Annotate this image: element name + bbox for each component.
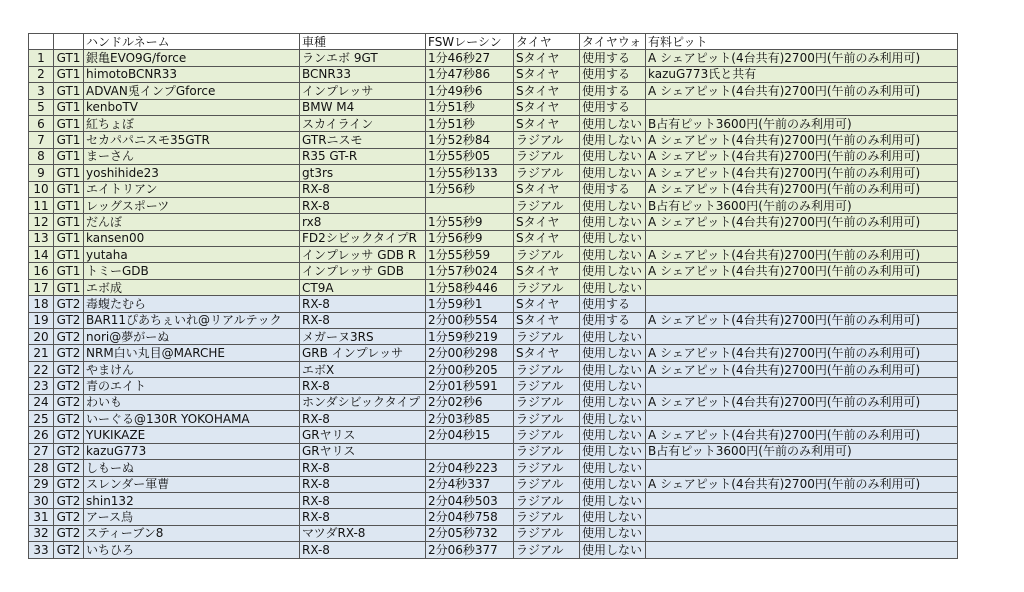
cell-tire[interactable]: Sタイヤ	[514, 66, 580, 82]
cell-class[interactable]: GT1	[54, 148, 84, 164]
cell-handle[interactable]: ADVAN兎インプGforce	[84, 83, 300, 99]
cell-warmer[interactable]: 使用する	[580, 296, 646, 312]
cell-warmer[interactable]: 使用しない	[580, 214, 646, 230]
cell-warmer[interactable]: 使用しない	[580, 279, 646, 295]
table-row	[29, 394, 958, 410]
cell-tire[interactable]: Sタイヤ	[514, 345, 580, 361]
cell-tire[interactable]: ラジアル	[514, 247, 580, 263]
cell-pit[interactable]	[646, 492, 958, 508]
cell-index[interactable]: 21	[29, 345, 54, 361]
cell-index[interactable]: 30	[29, 492, 54, 508]
cell-handle[interactable]: エイトリアン	[84, 181, 300, 197]
table-row	[29, 312, 958, 328]
cell-handle[interactable]: しもーぬ	[84, 460, 300, 476]
cell-warmer[interactable]: 使用しない	[580, 329, 646, 345]
cell-fsw-time[interactable]: 2分02秒6	[426, 394, 514, 410]
cell-class[interactable]: GT2	[54, 378, 84, 394]
cell-index[interactable]: 19	[29, 312, 54, 328]
cell-handle[interactable]: NRM白い丸目@MARCHE	[84, 345, 300, 361]
cell-tire[interactable]: ラジアル	[514, 492, 580, 508]
cell-pit[interactable]: A シェアピット(4台共有)2700円(午前のみ利用可)	[646, 427, 958, 443]
cell-warmer[interactable]: 使用しない	[580, 247, 646, 263]
cell-car[interactable]: GRB インプレッサ	[300, 345, 426, 361]
cell-pit[interactable]: A シェアピット(4台共有)2700円(午前のみ利用可)	[646, 165, 958, 181]
cell-tire[interactable]: ラジアル	[514, 542, 580, 558]
cell-fsw-time[interactable]: 2分05秒732	[426, 525, 514, 541]
cell-warmer[interactable]: 使用しない	[580, 378, 646, 394]
cell-class[interactable]: GT1	[54, 197, 84, 213]
cell-warmer[interactable]: 使用しない	[580, 345, 646, 361]
cell-fsw-time[interactable]: 1分59秒219	[426, 329, 514, 345]
cell-pit[interactable]	[646, 460, 958, 476]
cell-pit[interactable]: A シェアピット(4台共有)2700円(午前のみ利用可)	[646, 181, 958, 197]
cell-handle[interactable]: 毒蝮たむら	[84, 296, 300, 312]
cell-handle[interactable]: kansen00	[84, 230, 300, 246]
cell-fsw-time[interactable]	[426, 443, 514, 459]
cell-class[interactable]: GT1	[54, 230, 84, 246]
cell-warmer[interactable]: 使用しない	[580, 132, 646, 148]
cell-car[interactable]: インプレッサ	[300, 83, 426, 99]
cell-car[interactable]: GRヤリス	[300, 443, 426, 459]
header-cell-fsw-time[interactable]: FSWレーシン	[426, 34, 514, 50]
cell-handle[interactable]: アース烏	[84, 509, 300, 525]
cell-car[interactable]: BMW M4	[300, 99, 426, 115]
cell-pit[interactable]: B占有ピット3600円(午前のみ利用可)	[646, 443, 958, 459]
table-row	[29, 99, 958, 115]
cell-index[interactable]: 24	[29, 394, 54, 410]
cell-pit[interactable]: A シェアピット(4台共有)2700円(午前のみ利用可)	[646, 345, 958, 361]
cell-car[interactable]: R35 GT-R	[300, 148, 426, 164]
cell-pit[interactable]: A シェアピット(4台共有)2700円(午前のみ利用可)	[646, 247, 958, 263]
cell-fsw-time[interactable]: 1分51秒	[426, 99, 514, 115]
cell-index[interactable]: 29	[29, 476, 54, 492]
header-cell-index[interactable]	[29, 34, 54, 50]
cell-fsw-time[interactable]: 2分4秒337	[426, 476, 514, 492]
cell-pit[interactable]	[646, 230, 958, 246]
cell-pit[interactable]: A シェアピット(4台共有)2700円(午前のみ利用可)	[646, 263, 958, 279]
cell-warmer[interactable]: 使用しない	[580, 443, 646, 459]
cell-tire[interactable]: ラジアル	[514, 394, 580, 410]
cell-warmer[interactable]: 使用する	[580, 66, 646, 82]
cell-class[interactable]: GT1	[54, 99, 84, 115]
cell-tire[interactable]: Sタイヤ	[514, 50, 580, 66]
cell-class[interactable]: GT2	[54, 427, 84, 443]
cell-car[interactable]: FD2シビックタイプR	[300, 230, 426, 246]
cell-car[interactable]: CT9A	[300, 279, 426, 295]
cell-warmer[interactable]: 使用しない	[580, 263, 646, 279]
header-row	[29, 34, 958, 50]
cell-car[interactable]: RX-8	[300, 181, 426, 197]
cell-car[interactable]: RX-8	[300, 460, 426, 476]
cell-tire[interactable]: ラジアル	[514, 361, 580, 377]
cell-index[interactable]: 31	[29, 509, 54, 525]
cell-tire[interactable]: Sタイヤ	[514, 263, 580, 279]
cell-car[interactable]: インプレッサ GDB	[300, 263, 426, 279]
cell-car[interactable]: GRヤリス	[300, 427, 426, 443]
cell-handle[interactable]: まーさん	[84, 148, 300, 164]
cell-car[interactable]: ホンダシビックタイプ	[300, 394, 426, 410]
cell-class[interactable]: GT1	[54, 115, 84, 131]
cell-car[interactable]: ランエボ 9GT	[300, 50, 426, 66]
cell-handle[interactable]: kenboTV	[84, 99, 300, 115]
cell-fsw-time[interactable]: 2分04秒15	[426, 427, 514, 443]
cell-tire[interactable]: ラジアル	[514, 525, 580, 541]
table-row	[29, 427, 958, 443]
cell-fsw-time[interactable]: 1分56秒	[426, 181, 514, 197]
cell-fsw-time[interactable]: 2分04秒503	[426, 492, 514, 508]
cell-fsw-time[interactable]: 1分46秒27	[426, 50, 514, 66]
cell-car[interactable]: メガーヌ3RS	[300, 329, 426, 345]
table-row	[29, 345, 958, 361]
cell-handle[interactable]: わいも	[84, 394, 300, 410]
cell-fsw-time[interactable]: 2分00秒205	[426, 361, 514, 377]
cell-handle[interactable]: いーぐる@130R YOKOHAMA	[84, 410, 300, 426]
cell-tire[interactable]: ラジアル	[514, 165, 580, 181]
cell-car[interactable]: RX-8	[300, 378, 426, 394]
table-row	[29, 50, 958, 66]
table-row	[29, 476, 958, 492]
cell-car[interactable]: RX-8	[300, 542, 426, 558]
table-row	[29, 460, 958, 476]
cell-fsw-time[interactable]: 1分55秒05	[426, 148, 514, 164]
cell-car[interactable]: RX-8	[300, 312, 426, 328]
cell-tire[interactable]: Sタイヤ	[514, 312, 580, 328]
cell-class[interactable]: GT2	[54, 329, 84, 345]
cell-handle[interactable]: だんぼ	[84, 214, 300, 230]
cell-pit[interactable]: A シェアピット(4台共有)2700円(午前のみ利用可)	[646, 476, 958, 492]
cell-pit[interactable]	[646, 99, 958, 115]
cell-warmer[interactable]: 使用しない	[580, 410, 646, 426]
cell-pit[interactable]: B占有ピット3600円(午前のみ利用可)	[646, 197, 958, 213]
cell-car[interactable]: RX-8	[300, 197, 426, 213]
cell-pit[interactable]	[646, 410, 958, 426]
table-row	[29, 132, 958, 148]
cell-pit[interactable]	[646, 296, 958, 312]
cell-warmer[interactable]: 使用する	[580, 312, 646, 328]
cell-car[interactable]: マツダRX-8	[300, 525, 426, 541]
header-cell-class[interactable]	[54, 34, 84, 50]
table-row	[29, 410, 958, 426]
cell-tire[interactable]: Sタイヤ	[514, 230, 580, 246]
cell-pit[interactable]	[646, 542, 958, 558]
cell-pit[interactable]: A シェアピット(4台共有)2700円(午前のみ利用可)	[646, 312, 958, 328]
cell-class[interactable]: GT1	[54, 263, 84, 279]
cell-tire[interactable]: ラジアル	[514, 427, 580, 443]
cell-handle[interactable]: 紅ちょぼ	[84, 115, 300, 131]
cell-index[interactable]: 17	[29, 279, 54, 295]
cell-warmer[interactable]: 使用しない	[580, 476, 646, 492]
cell-pit[interactable]: A シェアピット(4台共有)2700円(午前のみ利用可)	[646, 50, 958, 66]
cell-class[interactable]: GT1	[54, 132, 84, 148]
cell-fsw-time[interactable]: 1分56秒9	[426, 230, 514, 246]
cell-index[interactable]: 10	[29, 181, 54, 197]
table-row	[29, 378, 958, 394]
table-row	[29, 148, 958, 164]
header-cell-handle[interactable]: ハンドルネーム	[84, 34, 300, 50]
cell-class[interactable]: GT2	[54, 296, 84, 312]
cell-class[interactable]: GT1	[54, 165, 84, 181]
cell-car[interactable]: gt3rs	[300, 165, 426, 181]
cell-fsw-time[interactable]: 2分01秒591	[426, 378, 514, 394]
cell-fsw-time[interactable]: 2分03秒85	[426, 410, 514, 426]
cell-tire[interactable]: ラジアル	[514, 132, 580, 148]
cell-class[interactable]: GT2	[54, 542, 84, 558]
cell-pit[interactable]: A シェアピット(4台共有)2700円(午前のみ利用可)	[646, 83, 958, 99]
table-row	[29, 197, 958, 213]
cell-class[interactable]: GT2	[54, 312, 84, 328]
cell-index[interactable]: 12	[29, 214, 54, 230]
cell-car[interactable]: RX-8	[300, 509, 426, 525]
cell-fsw-time[interactable]: 1分55秒59	[426, 247, 514, 263]
cell-tire[interactable]: ラジアル	[514, 509, 580, 525]
cell-fsw-time[interactable]: 2分00秒298	[426, 345, 514, 361]
table-row	[29, 115, 958, 131]
cell-tire[interactable]: ラジアル	[514, 410, 580, 426]
cell-index[interactable]: 3	[29, 83, 54, 99]
cell-warmer[interactable]: 使用しない	[580, 361, 646, 377]
cell-car[interactable]: インプレッサ GDB R	[300, 247, 426, 263]
table-row	[29, 525, 958, 541]
cell-warmer[interactable]: 使用する	[580, 181, 646, 197]
cell-index[interactable]: 32	[29, 525, 54, 541]
cell-index[interactable]: 16	[29, 263, 54, 279]
cell-index[interactable]: 13	[29, 230, 54, 246]
cell-handle[interactable]: 銀亀EVO9G/force	[84, 50, 300, 66]
cell-warmer[interactable]: 使用する	[580, 50, 646, 66]
cell-handle[interactable]: 青のエイト	[84, 378, 300, 394]
cell-fsw-time[interactable]: 1分55秒9	[426, 214, 514, 230]
cell-handle[interactable]: himotoBCNR33	[84, 66, 300, 82]
cell-fsw-time[interactable]: 1分51秒	[426, 115, 514, 131]
table-row	[29, 492, 958, 508]
cell-warmer[interactable]: 使用しない	[580, 148, 646, 164]
cell-class[interactable]: GT2	[54, 460, 84, 476]
table-row	[29, 296, 958, 312]
cell-fsw-time[interactable]	[426, 197, 514, 213]
cell-index[interactable]: 23	[29, 378, 54, 394]
cell-handle[interactable]: YUKIKAZE	[84, 427, 300, 443]
cell-class[interactable]: GT1	[54, 247, 84, 263]
cell-warmer[interactable]: 使用しない	[580, 230, 646, 246]
cell-handle[interactable]: nori@夢がーぬ	[84, 329, 300, 345]
cell-tire[interactable]: ラジアル	[514, 476, 580, 492]
cell-handle[interactable]: エボ成	[84, 279, 300, 295]
cell-pit[interactable]: B占有ピット3600円(午前のみ利用可)	[646, 115, 958, 131]
cell-pit[interactable]	[646, 329, 958, 345]
cell-tire[interactable]: ラジアル	[514, 378, 580, 394]
cell-index[interactable]: 14	[29, 247, 54, 263]
cell-index[interactable]: 27	[29, 443, 54, 459]
cell-index[interactable]: 11	[29, 197, 54, 213]
cell-class[interactable]: GT1	[54, 279, 84, 295]
cell-fsw-time[interactable]: 1分57秒024	[426, 263, 514, 279]
cell-pit[interactable]	[646, 525, 958, 541]
cell-pit[interactable]	[646, 509, 958, 525]
cell-fsw-time[interactable]: 1分49秒6	[426, 83, 514, 99]
cell-warmer[interactable]: 使用しない	[580, 115, 646, 131]
cell-index[interactable]: 7	[29, 132, 54, 148]
cell-tire[interactable]: Sタイヤ	[514, 115, 580, 131]
cell-index[interactable]: 5	[29, 99, 54, 115]
header-cell-tire[interactable]: タイヤ	[514, 34, 580, 50]
table-row	[29, 329, 958, 345]
cell-handle[interactable]: スレンダー軍曹	[84, 476, 300, 492]
cell-tire[interactable]: Sタイヤ	[514, 99, 580, 115]
cell-car[interactable]: RX-8	[300, 492, 426, 508]
cell-class[interactable]: GT2	[54, 525, 84, 541]
cell-tire[interactable]: ラジアル	[514, 443, 580, 459]
cell-tire[interactable]: ラジアル	[514, 329, 580, 345]
cell-tire[interactable]: Sタイヤ	[514, 83, 580, 99]
cell-handle[interactable]: yutaha	[84, 247, 300, 263]
cell-fsw-time[interactable]: 2分00秒554	[426, 312, 514, 328]
cell-class[interactable]: GT1	[54, 214, 84, 230]
cell-pit[interactable]: A シェアピット(4台共有)2700円(午前のみ利用可)	[646, 394, 958, 410]
participant-table	[28, 33, 958, 559]
cell-pit[interactable]: A シェアピット(4台共有)2700円(午前のみ利用可)	[646, 361, 958, 377]
table-row	[29, 247, 958, 263]
table-row	[29, 361, 958, 377]
header-cell-pit[interactable]: 有料ピット	[646, 34, 958, 50]
cell-tire[interactable]: Sタイヤ	[514, 181, 580, 197]
cell-class[interactable]: GT1	[54, 83, 84, 99]
cell-warmer[interactable]: 使用しない	[580, 525, 646, 541]
cell-pit[interactable]: kazuG773氏と共有	[646, 66, 958, 82]
cell-fsw-time[interactable]: 1分47秒86	[426, 66, 514, 82]
cell-warmer[interactable]: 使用しない	[580, 509, 646, 525]
cell-handle[interactable]: トミーGDB	[84, 263, 300, 279]
cell-index[interactable]: 8	[29, 148, 54, 164]
cell-index[interactable]: 1	[29, 50, 54, 66]
cell-handle[interactable]: BAR11ぴあちぇいれ@リアルテック	[84, 312, 300, 328]
cell-handle[interactable]: shin132	[84, 492, 300, 508]
table-row	[29, 542, 958, 558]
cell-car[interactable]: スカイライン	[300, 115, 426, 131]
cell-index[interactable]: 2	[29, 66, 54, 82]
table-row	[29, 443, 958, 459]
cell-pit[interactable]	[646, 279, 958, 295]
cell-class[interactable]: GT1	[54, 181, 84, 197]
cell-pit[interactable]	[646, 378, 958, 394]
table-body	[29, 34, 958, 559]
cell-class[interactable]: GT2	[54, 509, 84, 525]
cell-car[interactable]: RX-8	[300, 410, 426, 426]
cell-fsw-time[interactable]: 1分52秒84	[426, 132, 514, 148]
cell-car[interactable]: rx8	[300, 214, 426, 230]
cell-index[interactable]: 28	[29, 460, 54, 476]
cell-class[interactable]: GT2	[54, 476, 84, 492]
cell-handle[interactable]: セカパパニスモ35GTR	[84, 132, 300, 148]
cell-class[interactable]: GT1	[54, 50, 84, 66]
cell-index[interactable]: 6	[29, 115, 54, 131]
table-row	[29, 279, 958, 295]
cell-handle[interactable]: レッグスポーツ	[84, 197, 300, 213]
cell-tire[interactable]: ラジアル	[514, 148, 580, 164]
cell-car[interactable]: エボX	[300, 361, 426, 377]
cell-pit[interactable]: A シェアピット(4台共有)2700円(午前のみ利用可)	[646, 132, 958, 148]
cell-index[interactable]: 33	[29, 542, 54, 558]
cell-fsw-time[interactable]: 2分06秒377	[426, 542, 514, 558]
table-row	[29, 165, 958, 181]
header-cell-warmer[interactable]: タイヤウォ	[580, 34, 646, 50]
cell-class[interactable]: GT2	[54, 361, 84, 377]
cell-tire[interactable]: Sタイヤ	[514, 214, 580, 230]
cell-pit[interactable]: A シェアピット(4台共有)2700円(午前のみ利用可)	[646, 148, 958, 164]
cell-warmer[interactable]: 使用しない	[580, 394, 646, 410]
cell-pit[interactable]: A シェアピット(4台共有)2700円(午前のみ利用可)	[646, 214, 958, 230]
cell-warmer[interactable]: 使用しない	[580, 165, 646, 181]
cell-tire[interactable]: ラジアル	[514, 279, 580, 295]
cell-class[interactable]: GT1	[54, 66, 84, 82]
cell-class[interactable]: GT2	[54, 394, 84, 410]
cell-tire[interactable]: ラジアル	[514, 460, 580, 476]
table-row	[29, 66, 958, 82]
cell-warmer[interactable]: 使用しない	[580, 460, 646, 476]
cell-fsw-time[interactable]: 2分04秒758	[426, 509, 514, 525]
cell-index[interactable]: 26	[29, 427, 54, 443]
table-row	[29, 230, 958, 246]
table-row	[29, 509, 958, 525]
cell-handle[interactable]: kazuG773	[84, 443, 300, 459]
table-row	[29, 214, 958, 230]
header-cell-car[interactable]: 車種	[300, 34, 426, 50]
table-row	[29, 181, 958, 197]
table-row	[29, 263, 958, 279]
cell-class[interactable]: GT2	[54, 492, 84, 508]
cell-index[interactable]: 20	[29, 329, 54, 345]
cell-car[interactable]: BCNR33	[300, 66, 426, 82]
cell-fsw-time[interactable]: 1分59秒1	[426, 296, 514, 312]
cell-warmer[interactable]: 使用しない	[580, 492, 646, 508]
cell-car[interactable]: RX-8	[300, 476, 426, 492]
cell-fsw-time[interactable]: 2分04秒223	[426, 460, 514, 476]
cell-car[interactable]: GTRニスモ	[300, 132, 426, 148]
cell-index[interactable]: 25	[29, 410, 54, 426]
cell-class[interactable]: GT2	[54, 410, 84, 426]
cell-handle[interactable]: yoshihide23	[84, 165, 300, 181]
cell-index[interactable]: 9	[29, 165, 54, 181]
cell-warmer[interactable]: 使用しない	[580, 542, 646, 558]
cell-index[interactable]: 18	[29, 296, 54, 312]
cell-warmer[interactable]: 使用する	[580, 83, 646, 99]
cell-tire[interactable]: Sタイヤ	[514, 296, 580, 312]
cell-class[interactable]: GT2	[54, 443, 84, 459]
cell-fsw-time[interactable]: 1分55秒133	[426, 165, 514, 181]
cell-fsw-time[interactable]: 1分58秒446	[426, 279, 514, 295]
cell-handle[interactable]: スティーブン8	[84, 525, 300, 541]
cell-warmer[interactable]: 使用する	[580, 99, 646, 115]
cell-warmer[interactable]: 使用しない	[580, 427, 646, 443]
cell-class[interactable]: GT2	[54, 345, 84, 361]
table-row	[29, 83, 958, 99]
cell-handle[interactable]: いちひろ	[84, 542, 300, 558]
cell-warmer[interactable]: 使用しない	[580, 197, 646, 213]
cell-handle[interactable]: やまけん	[84, 361, 300, 377]
cell-index[interactable]: 22	[29, 361, 54, 377]
cell-tire[interactable]: ラジアル	[514, 197, 580, 213]
cell-car[interactable]: RX-8	[300, 296, 426, 312]
